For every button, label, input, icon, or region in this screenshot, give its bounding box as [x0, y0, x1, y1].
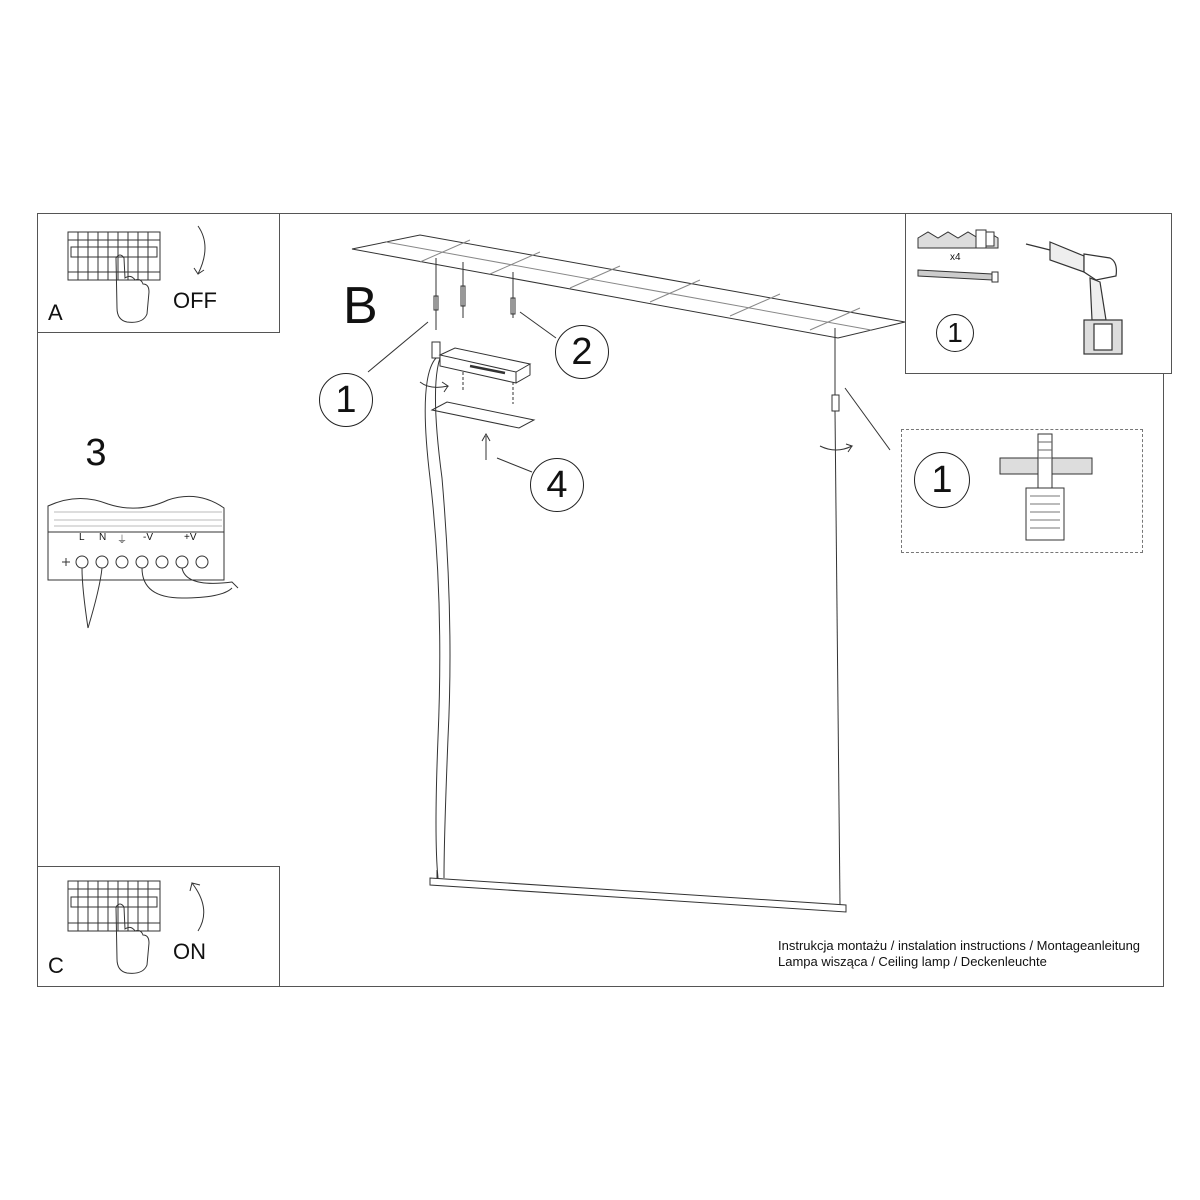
step-3-number: 3	[85, 431, 107, 474]
callout-2	[555, 325, 609, 379]
callout-1-left	[319, 373, 373, 427]
step-b-letter: B	[343, 277, 378, 335]
callout-1-left-number: 1	[335, 378, 357, 421]
caption-line-1: Instrukcja montażu / instalation instructions / Montageanleitung	[778, 938, 1141, 953]
tools-panel	[905, 213, 1172, 374]
terminal-label-minus-v: -V	[143, 532, 153, 543]
off-label: OFF	[173, 288, 217, 313]
caption	[778, 938, 1140, 970]
step-a-letter: A	[48, 300, 63, 325]
drill-icon	[1024, 232, 1144, 362]
callout-1-detail	[914, 452, 970, 508]
terminal-label-ground: ⏚	[117, 535, 127, 546]
step-c-letter: C	[48, 953, 64, 978]
callout-2-number: 2	[571, 330, 593, 373]
screw-icon	[914, 264, 1004, 284]
anchor-detail-box	[901, 429, 1143, 553]
on-label: ON	[173, 939, 206, 964]
quantity-label: x4	[950, 252, 961, 263]
callout-1-tools-number: 1	[947, 317, 963, 348]
terminal-label-n: N	[99, 532, 107, 543]
callout-1-tools	[936, 314, 974, 352]
callout-4	[530, 458, 584, 512]
callout-1-detail-number: 1	[931, 458, 953, 501]
caption-line-2: Lampa wisząca / Ceiling lamp / Deckenleuchte	[778, 954, 1047, 969]
terminal-label-plus-v: +V	[184, 532, 197, 543]
ceiling-anchor-detail-icon	[1000, 430, 1120, 550]
callout-4-number: 4	[546, 463, 568, 506]
terminal-label-l: L	[79, 532, 85, 543]
